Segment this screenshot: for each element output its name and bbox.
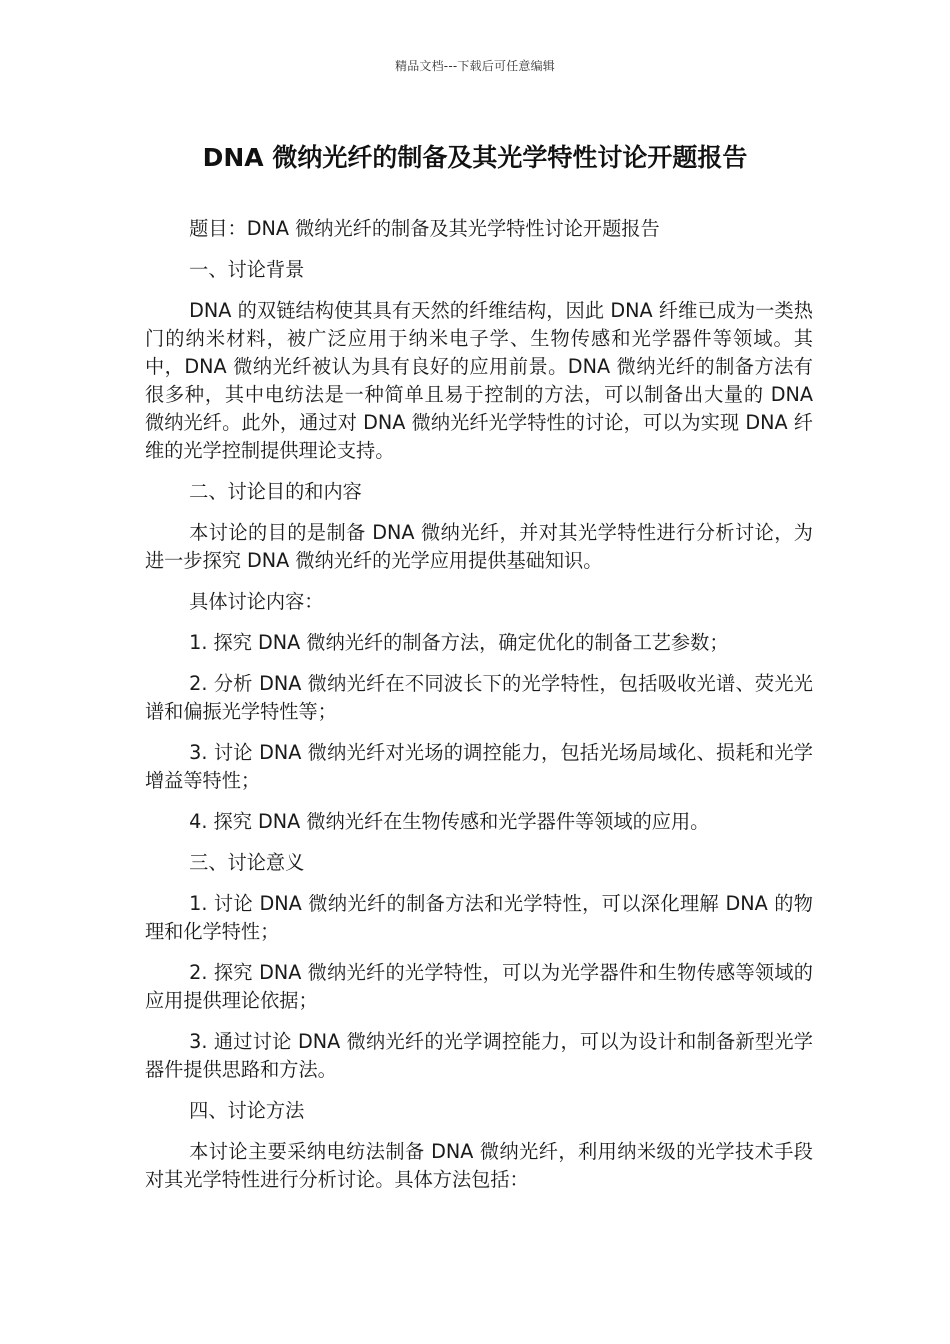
subject-line: 题目：DNA 微纳光纤的制备及其光学特性讨论开题报告 (189, 217, 660, 240)
list-item-content-1: 1. 探究 DNA 微纳光纤的制备方法，确定优化的制备工艺参数； (189, 631, 729, 654)
list-item-significance-2: 2. 探究 DNA 微纳光纤的光学特性，可以为光学器件和生物传感等领域的应用提供理论依据； (145, 961, 813, 1012)
document-body (145, 215, 813, 1207)
section-heading-goals: 二、讨论目的和内容 (189, 480, 362, 503)
paragraph-background: DNA 的双链结构使其具有天然的纤维结构，因此 DNA 纤维已成为一类热门的纳米材料，被广泛应用于纳米电子学、生物传感和光学器件等领域。其中，DNA 微纳光纤被认为具有良好的应用前景。DNA 微纳光纤的制备方法有很多种，其中电纺法是一种简单且易于控制的方法，可以制备出大量的 DNA 微纳光纤。此外，通过对 DNA 微纳光纤光学特性的讨论，可以为实现 DNA 纤维的光学控制提供理论支持。 (145, 299, 813, 462)
list-item-content-2: 2. 分析 DNA 微纳光纤在不同波长下的光学特性，包括吸收光谱、荧光光谱和偏振光学特性等； (145, 672, 813, 723)
header-note: 精品文档---下载后可任意编辑 (395, 59, 555, 73)
document-title: DNA 微纳光纤的制备及其光学特性讨论开题报告 (202, 143, 748, 172)
section-heading-significance: 三、讨论意义 (189, 851, 305, 874)
list-item-significance-3: 3. 通过讨论 DNA 微纳光纤的光学调控能力，可以为设计和制备新型光学器件提供思路和方法。 (145, 1030, 813, 1081)
section-heading-background: 一、讨论背景 (189, 258, 305, 281)
list-item-content-3: 3. 讨论 DNA 微纳光纤对光场的调控能力，包括光场局域化、损耗和光学增益等特性； (145, 741, 813, 792)
paragraph-content-intro: 具体讨论内容： (189, 590, 324, 613)
paragraph-goals: 本讨论的目的是制备 DNA 微纳光纤，并对其光学特性进行分析讨论，为进一步探究 DNA 微纳光纤的光学应用提供基础知识。 (145, 521, 813, 572)
list-item-content-4: 4. 探究 DNA 微纳光纤在生物传感和光学器件等领域的应用。 (189, 810, 710, 833)
section-heading-methods: 四、讨论方法 (189, 1099, 305, 1122)
list-item-significance-1: 1. 讨论 DNA 微纳光纤的制备方法和光学特性，可以深化理解 DNA 的物理和化学特性； (145, 892, 813, 943)
paragraph-methods: 本讨论主要采纳电纺法制备 DNA 微纳光纤，利用纳米级的光学技术手段对其光学特性进行分析讨论。具体方法包括： (145, 1140, 813, 1191)
